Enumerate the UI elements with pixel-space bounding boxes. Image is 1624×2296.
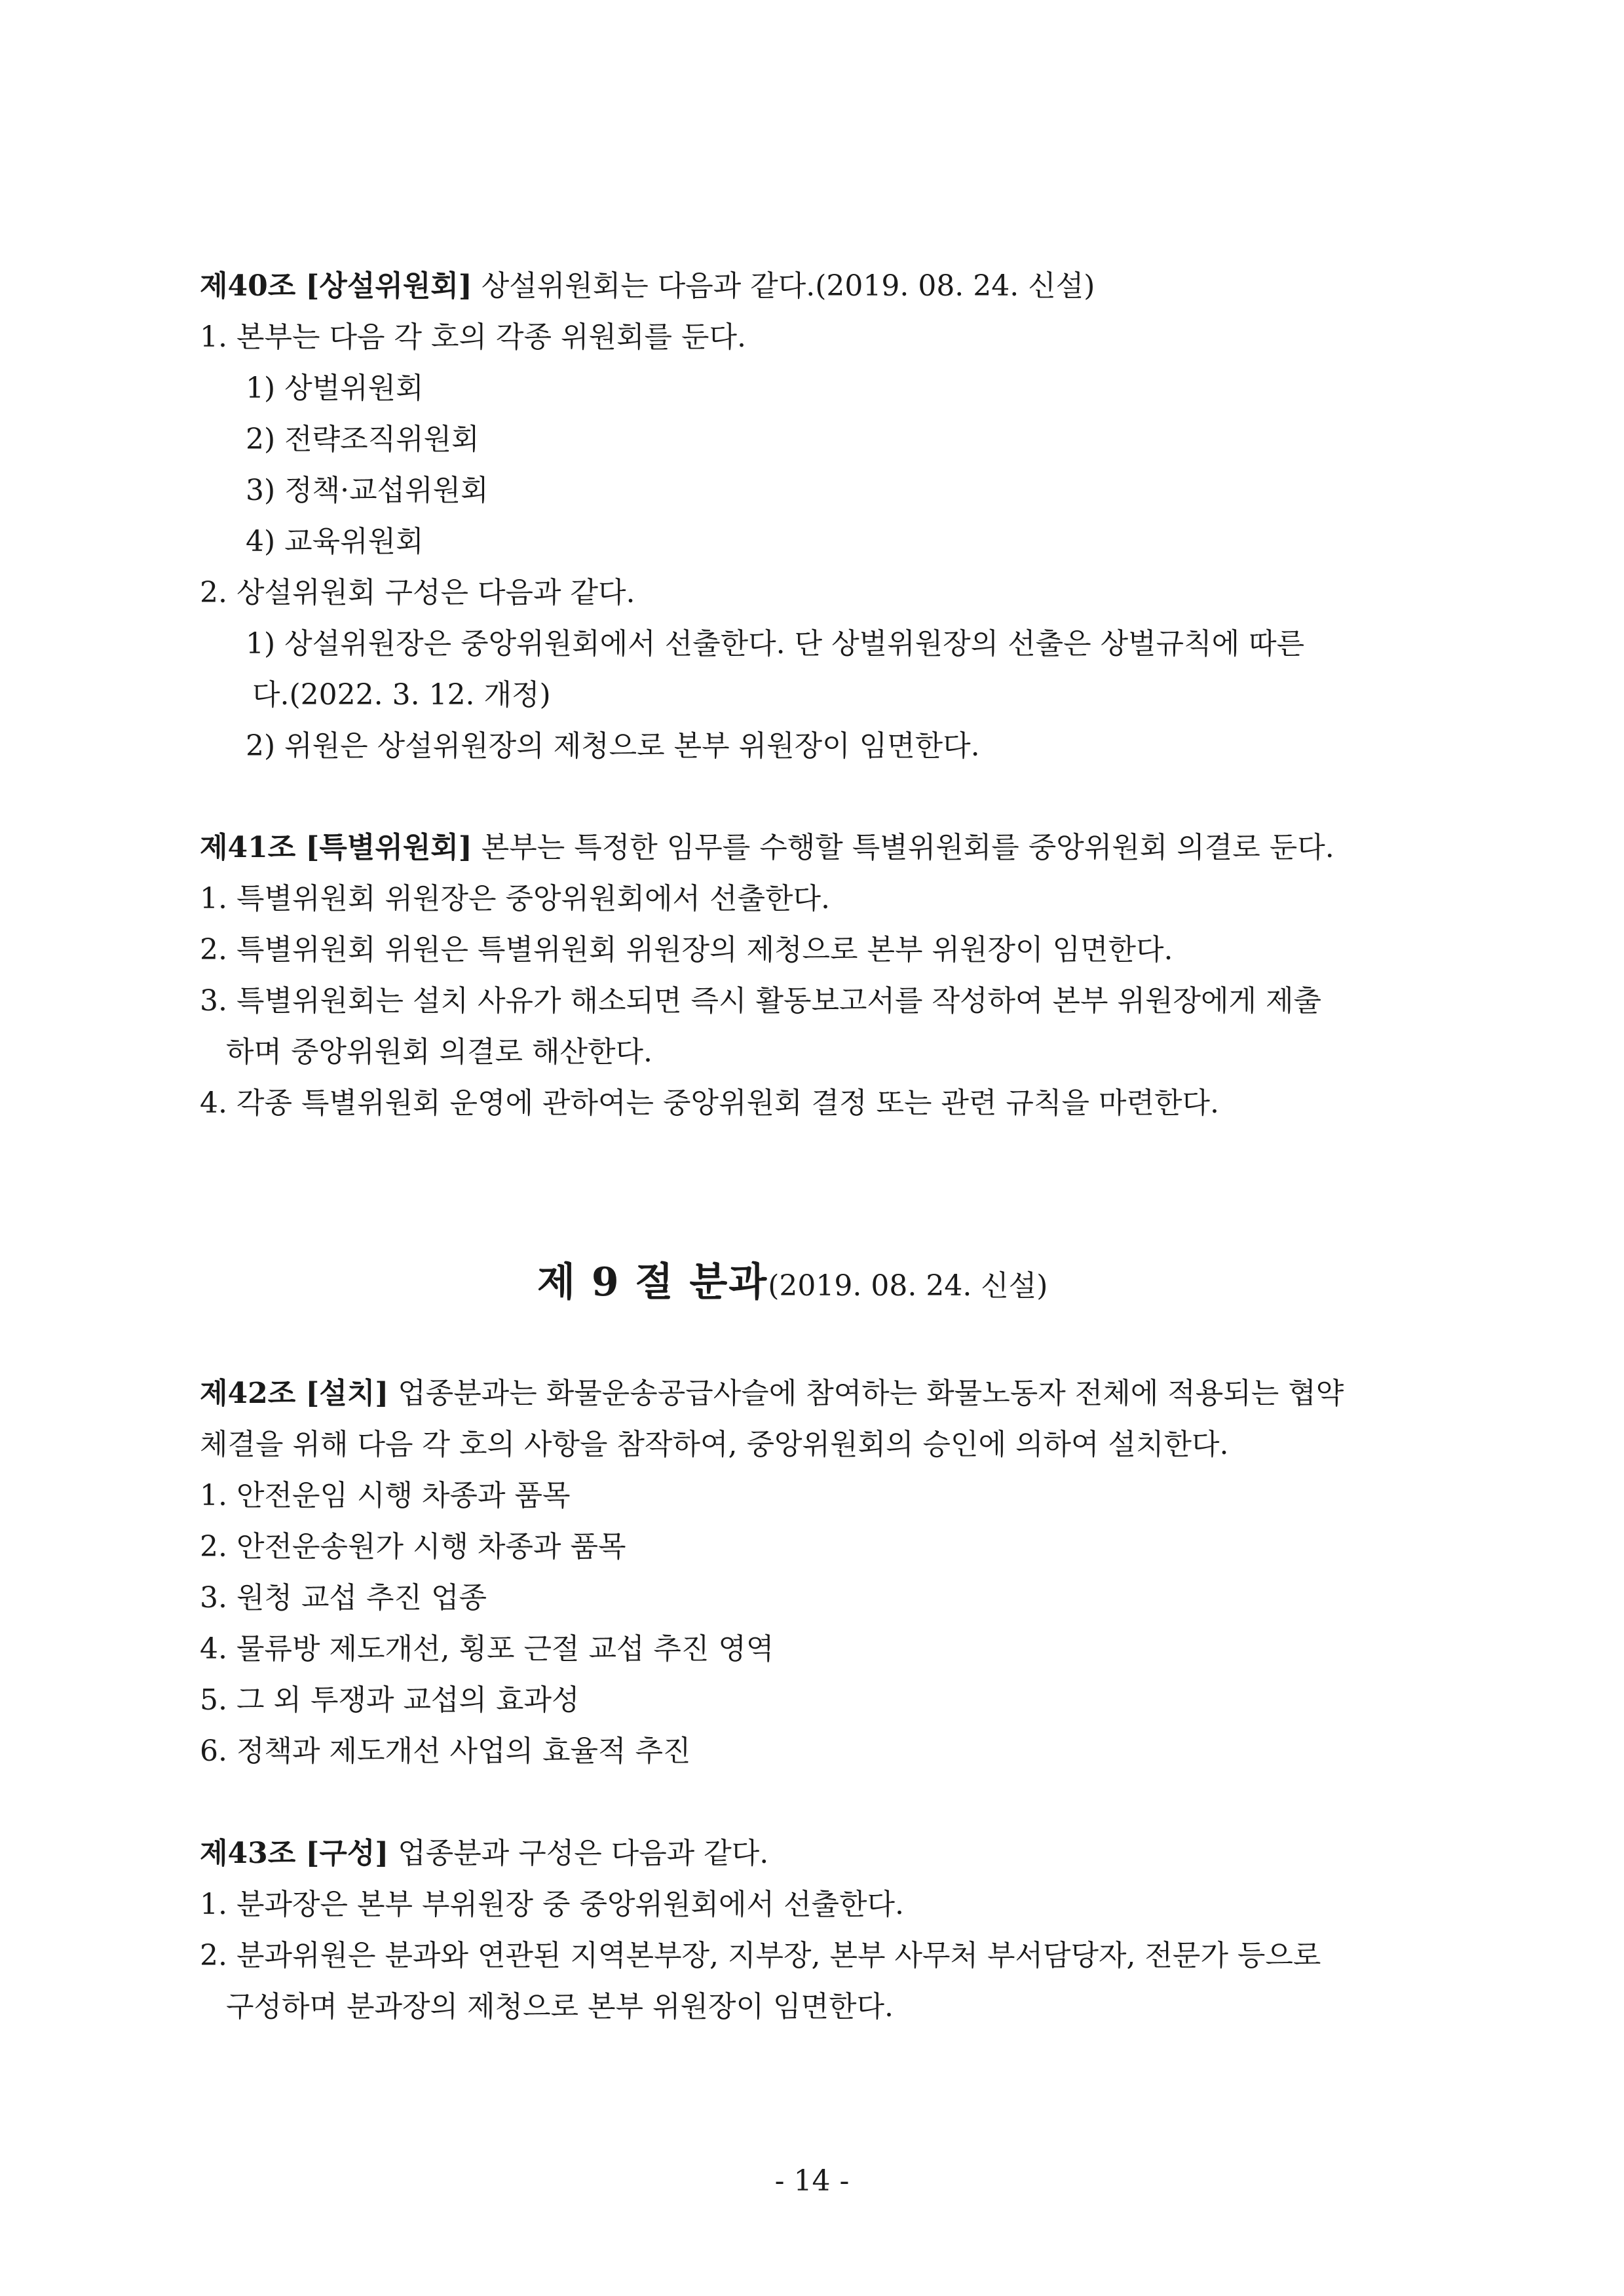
article-40-item-1: 1. 본부는 다음 각 호의 각종 위원회를 둔다.	[200, 320, 746, 354]
article-41-item-1: 1. 특별위원회 위원장은 중앙위원회에서 선출한다.	[200, 882, 830, 915]
article-42-item-4: 4. 물류방 제도개선, 횡포 근절 교섭 추진 영역	[200, 1632, 774, 1666]
article-42-item-2: 2. 안전운송원가 시행 차종과 품목	[200, 1530, 626, 1563]
article-42-heading: 제42조 [설치]	[200, 1377, 389, 1410]
article-41-item-4: 4. 각종 특별위원회 운영에 관하여는 중앙위원회 결정 또는 관련 규칙을 마련한다.	[200, 1086, 1219, 1120]
article-40-heading: 제40조 [상설위원회]	[200, 269, 472, 303]
article-43-item-1: 1. 분과장은 본부 부위원장 중 중앙위원회에서 선출한다.	[200, 1888, 904, 1921]
article-42-intro-cont: 체결을 위해 다음 각 호의 사항을 참작하여, 중앙위원회의 승인에 의하여 설치한다.	[200, 1428, 1229, 1461]
article-43-intro: 업종분과 구성은 다음과 같다.	[388, 1837, 769, 1870]
article-40-subitem-4: 4) 교육위원회	[246, 525, 424, 558]
article-42-item-6: 6. 정책과 제도개선 사업의 효율적 추진	[200, 1734, 691, 1768]
article-40-subitem-2: 2) 전략조직위원회	[246, 423, 480, 456]
article-40-intro: 상설위원회는 다음과 같다.(2019. 08. 24. 신설)	[472, 269, 1095, 303]
article-41-item-3: 3. 특별위원회는 설치 사유가 해소되면 즉시 활동보고서를 작성하여 본부 위원장에게 제출	[200, 984, 1321, 1018]
article-40-item-2-sub-1-cont: 다.(2022. 3. 12. 개정)	[252, 678, 551, 712]
article-41-intro: 본부는 특정한 임무를 수행할 특별위원회를 중앙위원회 의결로 둔다.	[472, 831, 1334, 864]
article-41-heading-line	[200, 822, 1334, 873]
section-title-line	[537, 1257, 1048, 1312]
section-note: (2019. 08. 24. 신설)	[768, 1269, 1048, 1303]
article-40-subitem-3: 3) 정책·교섭위원회	[246, 474, 489, 507]
article-43-heading: 제43조 [구성]	[200, 1837, 389, 1870]
article-43-item-2-cont: 구성하며 분과장의 제청으로 본부 위원장이 임면한다.	[226, 1990, 894, 2023]
article-40-item-2: 2. 상설위원회 구성은 다음과 같다.	[200, 576, 635, 609]
article-40-item-2-sub-2: 2) 위원은 상설위원장의 제청으로 본부 위원장이 임면한다.	[246, 729, 980, 763]
article-41-item-2: 2. 특별위원회 위원은 특별위원회 위원장의 제청으로 본부 위원장이 임면한다.	[200, 933, 1173, 966]
page-number: - 14 -	[774, 2164, 850, 2198]
article-42-intro: 업종분과는 화물운송공급사슬에 참여하는 화물노동자 전체에 적용되는 협약	[388, 1377, 1344, 1410]
article-41-heading: 제41조 [특별위원회]	[200, 831, 472, 864]
section-title: 제 9 절 분과	[537, 1259, 768, 1305]
article-42-item-5: 5. 그 외 투쟁과 교섭의 효과성	[200, 1683, 580, 1717]
article-43-item-2: 2. 분과위원은 분과와 연관된 지역본부장, 지부장, 본부 사무처 부서담당자, 전문가 등으로	[200, 1939, 1321, 1972]
article-40-subitem-1: 1) 상벌위원회	[246, 372, 424, 405]
article-42-heading-line	[200, 1368, 1344, 1419]
article-40-item-2-sub-1: 1) 상설위원장은 중앙위원회에서 선출한다. 단 상벌위원장의 선출은 상벌규칙에 따른	[246, 627, 1305, 660]
article-41-item-3-cont: 하며 중앙위원회 의결로 해산한다.	[226, 1035, 652, 1069]
article-42-item-3: 3. 원청 교섭 추진 업종	[200, 1581, 487, 1615]
article-43-heading-line	[200, 1828, 768, 1879]
article-42-item-1: 1. 안전운임 시행 차종과 품목	[200, 1479, 571, 1512]
article-40-heading-line	[200, 261, 1095, 312]
